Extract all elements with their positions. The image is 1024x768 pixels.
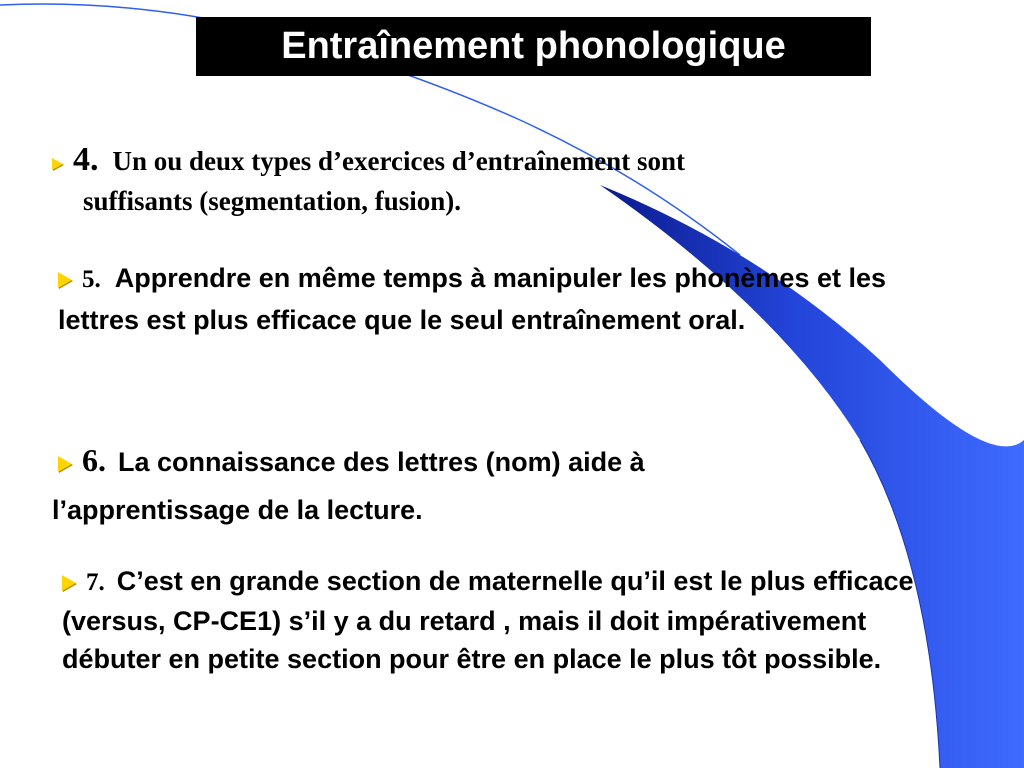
bullet-6-line2: l’apprentissage de la lecture. [52,495,423,525]
bullet-item-4 [52,140,892,221]
bullet-item-6 [52,436,912,534]
arrow-bullet-icon [52,158,63,170]
bullet-text: C’est en grande section de maternelle qu’il est le plus efficace (versus, CP-CE1) s’il y a du retard , mais il doit impérativement débuter en petite section pour être en place le plus tôt possible. [62,566,914,674]
bullet-text: La connaissance des lettres (nom) aide à [118,447,645,477]
bullet-text: Un ou deux types d’exercices d’entraînement sont [112,146,685,176]
bullet-number: 4. [73,141,99,178]
arrow-bullet-icon [62,575,76,591]
bullet-number: 5. [82,266,101,293]
bullet-number: 6. [82,442,106,478]
bullet-6-line1 [52,436,912,486]
bullet-item-7 [62,562,962,678]
arrow-bullet-icon [58,272,72,288]
bullet-4-line1 [52,140,892,181]
bullet-text: Apprendre en même temps à manipuler les phonèmes et les lettres est plus efficace que le seul entraînement oral. [58,263,887,335]
slide-title-text: Entraînement phonologique [281,25,786,67]
bullet-4-line2: suffisants (segmentation, fusion). [83,186,462,216]
slide-title [196,17,871,76]
bullet-item-5 [58,258,918,341]
bullet-number: 7. [86,569,105,596]
arrow-bullet-icon [58,456,72,472]
